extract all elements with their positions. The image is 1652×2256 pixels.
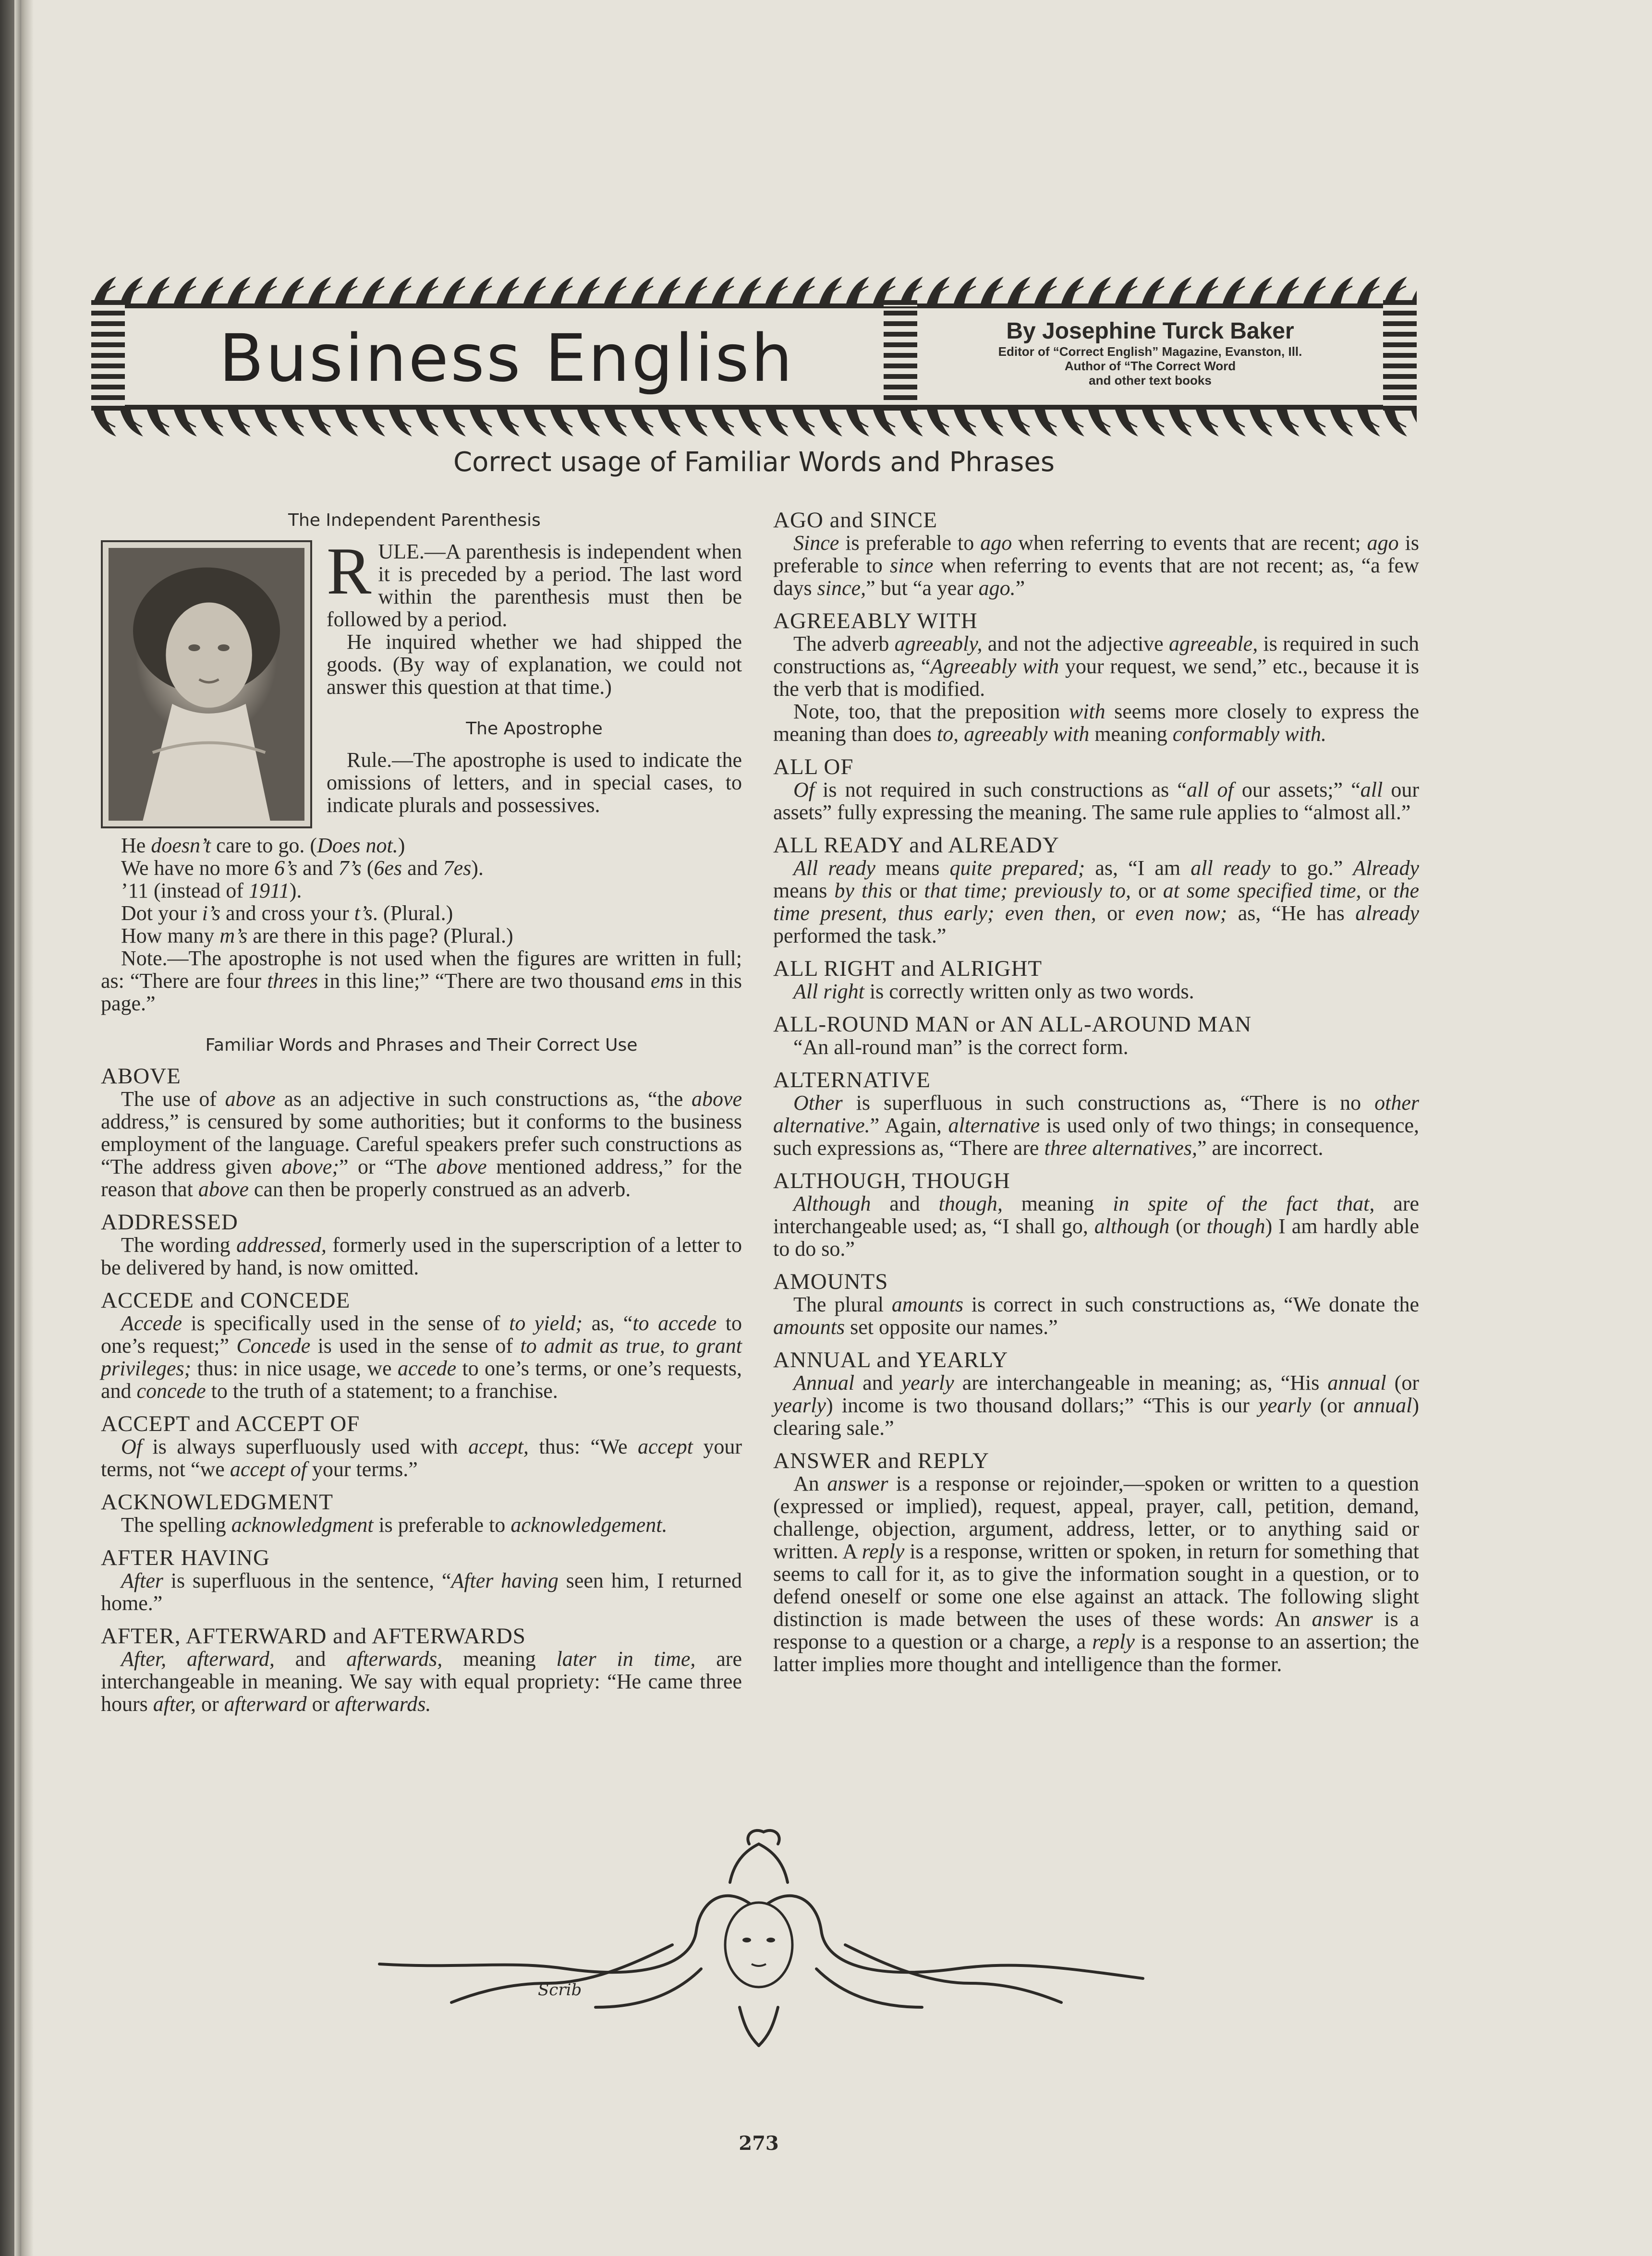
left-column: [101, 509, 742, 1715]
apostrophe-example-5: How many m’s are there in this page? (Plural.): [121, 924, 513, 947]
page-edge: [14, 0, 21, 2256]
entry-heading-all-round: ALL-ROUND MAN or AN ALL-AROUND MAN: [773, 1012, 1252, 1037]
entry-heading-above: ABOVE: [101, 1064, 181, 1089]
top-leaf-frieze: [91, 274, 1417, 306]
entry-heading-annual: ANNUAL and YEARLY: [773, 1347, 1008, 1372]
entry-body-acknowledgment: The spelling acknowledgment is preferable to acknowledgement.: [121, 1513, 668, 1537]
entry-body-accept: Of is always superfluously used with accept, thus: “We accept your terms, not “we accept of your terms.”: [101, 1435, 742, 1481]
entry-heading-ago: AGO and SINCE: [773, 508, 937, 533]
apostrophe-example-4: Dot your i’s and cross your t’s. (Plural.): [121, 901, 453, 925]
entry-body-afterward: After, afterward, and afterwards, meaning later in time, are interchangeable in meaning. We say with equal propriety: “He came three hours after, or afterward or afterwards.: [101, 1647, 742, 1716]
entry-heading-all-right: ALL RIGHT and ALRIGHT: [773, 956, 1043, 981]
author-name: By Josephine Turck Baker: [1006, 318, 1294, 344]
entry-body-above: The use of above as an adjective in such constructions as, “the above address,” is censured by some authorities; but it conforms to the business employment of the language. Careful speakers prefer such constructions as “The address given above;” or “The above mentioned address,” for the reason that above can then be properly construed as an adverb.: [101, 1087, 742, 1201]
entry-heading-afterward: AFTER, AFTERWARD and AFTERWARDS: [101, 1624, 526, 1649]
flowing-hair-ornament-icon: [365, 1825, 1157, 2055]
author-credit: [922, 316, 1378, 402]
entry-body-all-right: All right is correctly written only as two words.: [793, 980, 1194, 1003]
entry-heading-acknowledgment: ACKNOWLEDGMENT: [101, 1490, 333, 1515]
entry-heading-agreeably: AGREEABLY WITH: [773, 608, 978, 633]
portrait-figure-icon: [109, 548, 304, 821]
apostrophe-example-2: We have no more 6’s and 7’s (6es and 7es).: [121, 856, 484, 880]
entry-heading-accept: ACCEPT and ACCEPT OF: [101, 1411, 360, 1436]
bottom-leaf-frieze: [91, 407, 1417, 439]
entry-body-accede: Accede is specifically used in the sense of to yield; as, “to accede to one’s request;” Concede is used in the sense of to admit as true, to grant privileges; thus: in nice usage, we accede to one’s terms, or one’s requests, and concede to the truth of a statement; to a franchise.: [101, 1311, 742, 1403]
entry-heading-although: ALTHOUGH, THOUGH: [773, 1168, 1010, 1193]
entry-heading-accede: ACCEDE and CONCEDE: [101, 1288, 351, 1313]
entry-body-answer: An answer is a response or rejoinder,—spoken or written to a question (expressed or implied), request, appeal, prayer, call, petition, demand, challenge, objection, argument, address, letter, or to anything said or written. A reply is a response, written or spoken, in return for something that seems to call for it, as to give the information sought in a question, or to defend oneself or some one else against an attack. The following slight distinction is made between the uses of these words: An answer is a response to a question or a charge, a reply is a response to an assertion; the latter implies more thought and intelligence than the former.: [773, 1472, 1420, 1676]
heading-apostrophe: The Apostrophe: [466, 719, 603, 739]
parenthesis-rule: RULE.—A parenthesis is independent when it is preceded by a period. The last word within the parenthesis must then be followed by a period.: [327, 534, 742, 631]
entry-heading-alternative: ALTERNATIVE: [773, 1067, 931, 1092]
credit-line-3: and other text books: [1089, 373, 1212, 388]
signature: Scrib: [538, 1980, 582, 2000]
entry-heading-after-having: AFTER HAVING: [101, 1545, 270, 1570]
entry-body-annual: Annual and yearly are interchangeable in meaning; as, “His annual (or yearly) income is two thousand dollars;” “This is our yearly (or annual) clearing sale.”: [773, 1371, 1419, 1440]
entry-heading-all-ready: ALL READY and ALREADY: [773, 833, 1059, 858]
heading-familiar-words: Familiar Words and Phrases and Their Correct Use: [205, 1035, 638, 1055]
portrait-photo: [109, 548, 304, 821]
parenthesis-example: He inquired whether we had shipped the goods. (By way of explanation, we could not answer this question at that time.): [327, 630, 742, 699]
entry-body-all-of: Of is not required in such constructions as “all of our assets;” “all our assets” fully expressing the meaning. The same rule applies to “almost all.”: [773, 778, 1419, 824]
entry-heading-answer: ANSWER and REPLY: [773, 1448, 989, 1473]
entry-body-all-ready: All ready means quite prepared; as, “I am all ready to go.” Already means by this or that time; previously to, or at some specified time, or the time present, thus early; even then, or even now; as, “He has already performed the task.”: [773, 856, 1420, 947]
author-portrait: [101, 540, 312, 828]
apostrophe-example-3: ’11 (instead of 1911).: [121, 879, 302, 902]
heading-independent-parenthesis: The Independent Parenthesis: [288, 510, 541, 530]
apostrophe-example-1: He doesn’t care to go. (Does not.): [121, 834, 405, 857]
entry-body-addressed: The wording addressed, formerly used in the superscription of a letter to be delivered by hand, is now omitted.: [101, 1233, 742, 1279]
entry-body-although: Although and though, meaning in spite of the fact that, are interchangeable used; as, “I shall go, although (or though) I am hardly able to do so.”: [773, 1192, 1419, 1261]
entry-body-agreeably: The adverb agreeably, and not the adjective agreeable, is required in such constructions as, “Agreeably with your request, we send,” etc., because it is the verb that is modified.: [773, 632, 1419, 701]
entry-body-amounts: The plural amounts is correct in such constructions as, “We donate the amounts set opposite our names.”: [773, 1293, 1419, 1339]
entry-body-ago: Since is preferable to ago when referring to events that are recent; ago is preferable to since when referring to events that are not recent; as, “a few days since,” but “a year ago.”: [773, 531, 1419, 600]
right-frieze: [1383, 300, 1417, 413]
apostrophe-rule: Rule.—The apostrophe is used to indicate the omissions of letters, and in special cases, to indicate plurals and possessives.: [327, 748, 742, 817]
title-banner: [91, 274, 1417, 439]
entry-body-all-round: “An all-round man” is the correct form.: [793, 1035, 1129, 1059]
entry-heading-amounts: AMOUNTS: [773, 1269, 888, 1294]
entry-body-after-having: After is superfluous in the sentence, “After having seen him, I returned home.”: [101, 1569, 742, 1615]
right-column: [773, 509, 1419, 1675]
left-frieze: [91, 300, 125, 413]
entry-heading-all-of: ALL OF: [773, 754, 854, 779]
intro-block: [101, 534, 742, 834]
article-subtitle: Correct usage of Familiar Words and Phrases: [453, 447, 1055, 478]
drop-cap: R: [327, 534, 372, 608]
entry-body-alternative: Other is superfluous in such constructions as, “There is no other alternative.” Again, alternative is used only of two things; in consequence, such expressions as, “There are three alternatives,” are incorrect.: [773, 1091, 1419, 1160]
entry-note-agreeably: Note, too, that the preposition with seems more closely to express the meaning than does to, agreeably with meaning conformably with.: [773, 700, 1419, 746]
apostrophe-note: Note.—The apostrophe is not used when the figures are written in full; as: “There are four threes in this line;” “There are two thousand ems in this page.”: [101, 946, 742, 1015]
article-title: Business English: [219, 321, 795, 397]
credit-line-2: Author of “The Correct Word: [1064, 359, 1236, 373]
credit-line-1: Editor of “Correct English” Magazine, Evanston, Ill.: [998, 344, 1302, 359]
entry-heading-addressed: ADDRESSED: [101, 1210, 238, 1235]
page-number: 273: [739, 2132, 779, 2155]
